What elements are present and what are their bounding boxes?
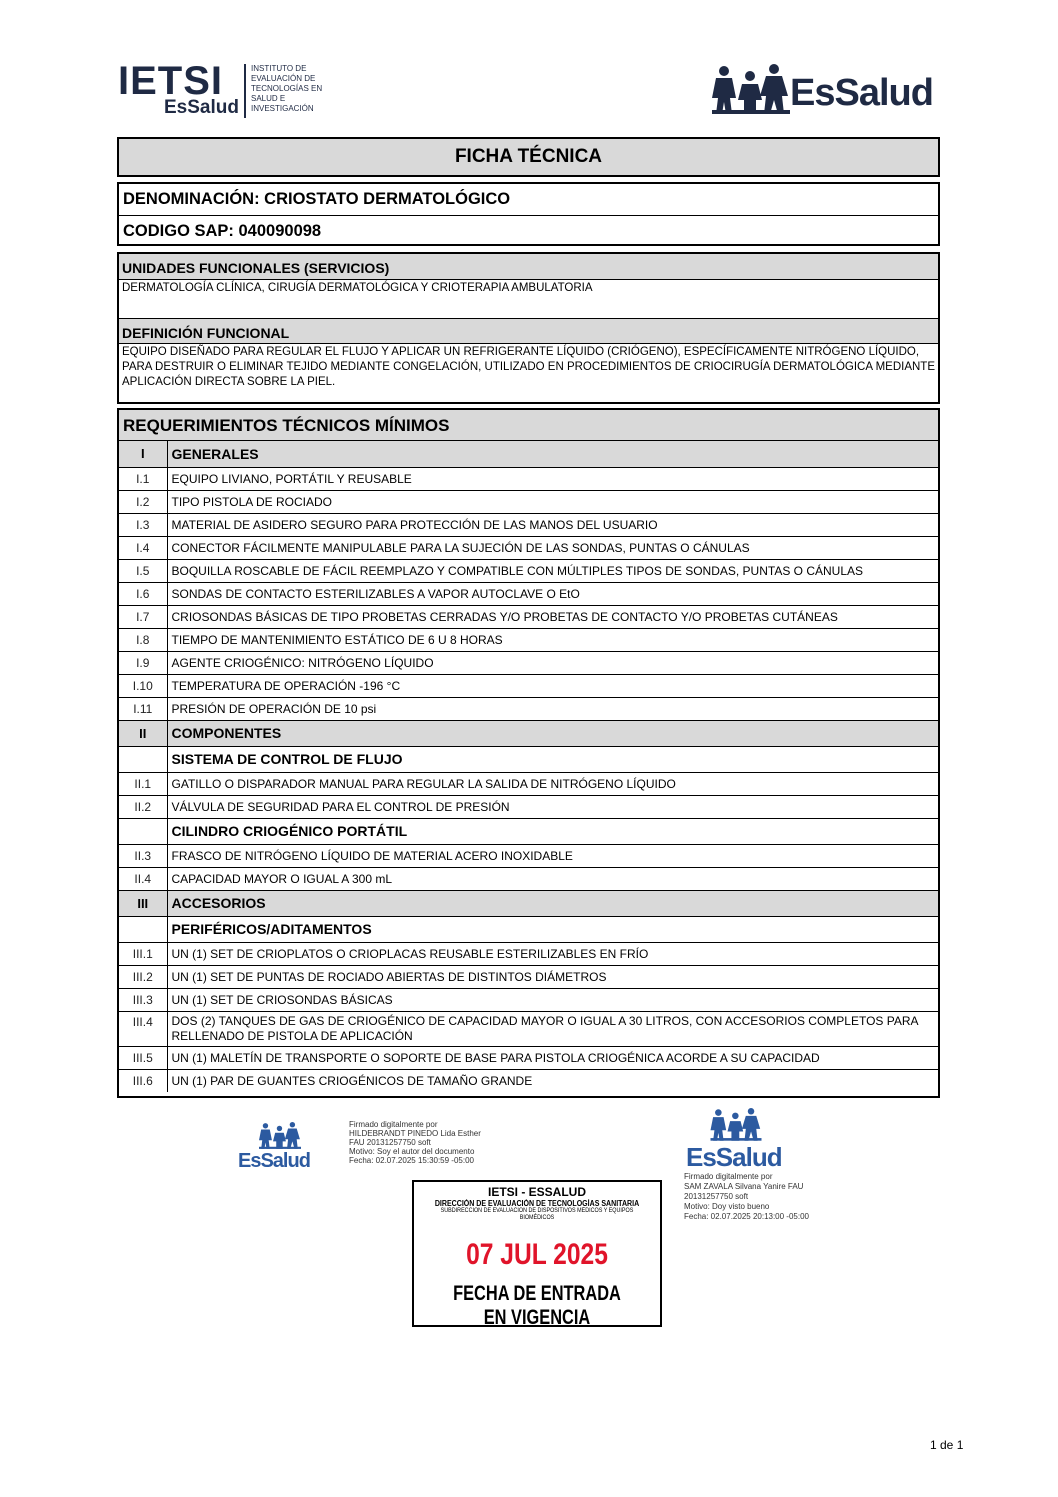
requirement-group-row <box>119 720 938 746</box>
signature-line: SAM ZAVALA Silvana Yanire FAU <box>684 1182 804 1191</box>
essalud-logo-word: EsSalud <box>790 72 933 114</box>
stamp-subdirection: SUBDIRECCIÓN DE EVALUACIÓN DE DISPOSITIVOS MÉDICOS Y EQUIPOS BIOMÉDICOS <box>440 1208 634 1221</box>
stamp-label: FECHA DE ENTRADA EN VIGENCIA <box>453 1282 621 1329</box>
requirement-text: UN (1) SET DE CRIOPLATOS O CRIOPLACAS REUSABLE ESTERILIZABLES EN FRÍO <box>167 942 938 965</box>
requirement-row <box>119 605 938 628</box>
requirement-text: PERIFÉRICOS/ADITAMENTOS <box>167 916 938 942</box>
requirement-text: UN (1) PAR DE GUANTES CRIOGÉNICOS DE TAMAÑO GRANDE <box>171 1073 533 1088</box>
requirement-row <box>119 942 938 965</box>
requirement-code: II.3 <box>119 844 167 867</box>
requirement-row <box>119 1011 938 1046</box>
requirement-row <box>119 559 938 582</box>
requirement-text: AGENTE CRIOGÉNICO: NITRÓGENO LÍQUIDO <box>167 651 938 674</box>
requirement-group-row <box>119 441 938 467</box>
requirement-code: III.3 <box>119 988 167 1011</box>
requirement-code: I.11 <box>119 697 167 720</box>
requirement-row <box>119 772 938 795</box>
requirement-text: CILINDRO CRIOGÉNICO PORTÁTIL <box>167 818 938 844</box>
essalud-logo <box>712 64 938 118</box>
signature-right-text <box>684 1172 844 1222</box>
requirement-text: GENERALES <box>167 441 938 467</box>
ietsi-logo-divider <box>244 64 246 118</box>
requirement-code: I.10 <box>119 674 167 697</box>
requirement-text: MATERIAL DE ASIDERO SEGURO PARA PROTECCIÓN DE LAS MANOS DEL USUARIO <box>167 513 938 536</box>
requirement-code: I.1 <box>119 467 167 490</box>
requirement-text: EQUIPO LIVIANO, PORTÁTIL Y REUSABLE <box>167 467 938 490</box>
ietsi-logo-essalud: EsSalud <box>164 97 239 118</box>
requirement-code: I.7 <box>119 605 167 628</box>
signature-right-logo <box>686 1108 796 1172</box>
ietsi-logo-word: IETSI <box>118 59 224 103</box>
requirement-code: III.1 <box>119 942 167 965</box>
signature-line: HILDEBRANDT PINEDO Lida Esther <box>349 1129 481 1138</box>
requirement-text: SONDAS DE CONTACTO ESTERILIZABLES A VAPOR AUTOCLAVE O EtO <box>167 582 938 605</box>
requirement-code: I.8 <box>119 628 167 651</box>
requirement-row <box>119 582 938 605</box>
ietsi-logo <box>118 59 338 120</box>
signature-left-logo <box>238 1122 322 1174</box>
signature-line: Motivo: Soy el autor del documento <box>349 1147 475 1156</box>
requirement-row <box>119 795 938 818</box>
signature-left-logo-word: EsSalud <box>238 1150 310 1172</box>
requirement-subgroup-row <box>119 916 938 942</box>
requirement-row <box>119 1046 938 1069</box>
signature-line: Firmado digitalmente por <box>349 1120 438 1129</box>
requirement-text: FRASCO DE NITRÓGENO LÍQUIDO DE MATERIAL ACERO INOXIDABLE <box>167 844 938 867</box>
requirement-text: DOS (2) TANQUES DE GAS DE CRIOGÉNICO DE CAPACIDAD MAYOR O IGUAL A 30 LITROS, CON ACCESORIOS COMPLETOS PARA RELLENADO DE PISTOLA DE APLICACIÓN <box>167 1011 938 1046</box>
requirement-code: III.6 <box>119 1069 167 1092</box>
requirement-text: BOQUILLA ROSCABLE DE FÁCIL REEMPLAZO Y COMPATIBLE CON MÚLTIPLES TIPOS DE SONDAS, PUNTAS O CÁNULAS <box>167 559 938 582</box>
requirement-subgroup-row <box>119 746 938 772</box>
unidades-text: DERMATOLOGÍA CLÍNICA, CIRUGÍA DERMATOLÓGICA Y CRIOTERAPIA AMBULATORIA <box>122 282 593 294</box>
requirement-code: I.9 <box>119 651 167 674</box>
requirement-code: I.2 <box>119 490 167 513</box>
requirement-code: III.2 <box>119 965 167 988</box>
requirement-code: III.5 <box>119 1046 167 1069</box>
requirement-row <box>119 674 938 697</box>
requirement-row <box>119 513 938 536</box>
unidades-heading: UNIDADES FUNCIONALES (SERVICIOS) <box>119 254 938 280</box>
requirement-text: CRIOSONDAS BÁSICAS DE TIPO PROBETAS CERRADAS Y/O PROBETAS DE CONTACTO Y/O PROBETAS CUTÁNEAS <box>167 605 938 628</box>
requirement-row <box>119 988 938 1011</box>
signature-left-text <box>349 1120 509 1165</box>
requirement-code: II.2 <box>119 795 167 818</box>
ietsi-institute-name: INSTITUTO DE EVALUACIÓN DE TECNOLOGÍAS EN SALUD E INVESTIGACIÓN <box>251 64 323 113</box>
requirement-row <box>119 844 938 867</box>
requirements-heading: REQUERIMIENTOS TÉCNICOS MÍNIMOS <box>119 410 938 441</box>
signature-line: Fecha: 02.07.2025 15:30:59 -05:00 <box>349 1156 474 1165</box>
requirement-text: UN (1) SET DE PUNTAS DE ROCIADO ABIERTAS DE DISTINTOS DIÁMETROS <box>167 965 938 988</box>
definicion-heading: DEFINICIÓN FUNCIONAL <box>119 318 938 344</box>
requirement-code <box>119 818 167 844</box>
requirement-row <box>119 536 938 559</box>
signature-line: FAU 20131257750 soft <box>349 1138 431 1147</box>
page-number: 1 de 1 <box>930 1438 964 1452</box>
signature-line: Firmado digitalmente por <box>684 1172 773 1181</box>
requirement-text: CAPACIDAD MAYOR O IGUAL A 300 mL <box>167 867 938 890</box>
identification-box <box>117 182 940 246</box>
codigo-sap: CODIGO SAP: 040090098 <box>119 215 938 246</box>
requirement-row <box>119 1069 938 1092</box>
family-icon <box>710 1108 762 1142</box>
requirement-row <box>119 651 938 674</box>
requirement-code: II.4 <box>119 867 167 890</box>
requirement-text: TIEMPO DE MANTENIMIENTO ESTÁTICO DE 6 U 8 HORAS <box>167 628 938 651</box>
signature-right-logo-word: EsSalud <box>686 1142 782 1172</box>
stamp-direction: DIRECCIÓN DE EVALUACIÓN DE TECNOLOGÍAS SANITARIA <box>434 1199 640 1208</box>
requirement-subgroup-row <box>119 818 938 844</box>
functional-box <box>117 252 940 404</box>
requirement-code <box>119 916 167 942</box>
requirement-code: III.4 <box>119 1011 167 1046</box>
requirement-text: TEMPERATURA DE OPERACIÓN -196 °C <box>167 674 938 697</box>
requirement-row <box>119 965 938 988</box>
requirement-code: I.3 <box>119 513 167 536</box>
requirement-row <box>119 467 938 490</box>
requirement-text: COMPONENTES <box>167 720 938 746</box>
denominacion: DENOMINACIÓN: CRIOSTATO DERMATOLÓGICO <box>123 190 511 208</box>
validity-stamp <box>412 1180 662 1327</box>
requirement-text: UN (1) MALETÍN DE TRANSPORTE O SOPORTE DE BASE PARA PISTOLA CRIOGÉNICA ACORDE A SU CAPACIDAD <box>167 1046 938 1069</box>
requirement-code <box>119 746 167 772</box>
requirement-text: TIPO PISTOLA DE ROCIADO <box>167 490 938 513</box>
signature-line: 20131257750 soft <box>684 1192 749 1201</box>
family-icon <box>258 1122 302 1150</box>
requirement-code: II <box>119 720 167 746</box>
requirement-group-row <box>119 890 938 916</box>
requirement-text: ACCESORIOS <box>167 890 938 916</box>
requirement-code: III <box>119 890 167 916</box>
requirement-code: I.4 <box>119 536 167 559</box>
requirement-text: CONECTOR FÁCILMENTE MANIPULABLE PARA LA SUJECIÓN DE LAS SONDAS, PUNTAS O CÁNULAS <box>167 536 938 559</box>
stamp-org: IETSI - ESSALUD <box>487 1185 586 1199</box>
signature-line: Motivo: Doy visto bueno <box>684 1202 770 1211</box>
definicion-text: EQUIPO DISEÑADO PARA REGULAR EL FLUJO Y APLICAR UN REFRIGERANTE LÍQUIDO (CRIÓGENO), ESPECÍFICAMENTE NITRÓGENO LÍQUIDO, PARA DESTRUIR O ELIMINAR TEJIDO MEDIANTE CONGELACIÓN, UTILIZADO EN PROCEDIMIENTOS DE CRIOCIRUGÍA DERMATOLÓGICA MEDIANTE APLICACIÓN DIRECTA SOBRE LA PIEL. <box>122 346 935 388</box>
requirement-row <box>119 867 938 890</box>
stamp-date: 07 JUL 2025 <box>466 1238 608 1271</box>
signature-line: Fecha: 02.07.2025 20:13:00 -05:00 <box>684 1212 809 1221</box>
requirement-text: SISTEMA DE CONTROL DE FLUJO <box>167 746 938 772</box>
requirement-text: VÁLVULA DE SEGURIDAD PARA EL CONTROL DE PRESIÓN <box>167 795 938 818</box>
requirement-row <box>119 697 938 720</box>
requirement-text: GATILLO O DISPARADOR MANUAL PARA REGULAR LA SALIDA DE NITRÓGENO LÍQUIDO <box>167 772 938 795</box>
requirement-text: PRESIÓN DE OPERACIÓN DE 10 psi <box>167 697 938 720</box>
page-title: FICHA TÉCNICA <box>117 137 940 177</box>
family-icon <box>712 64 790 116</box>
requirement-code: II.1 <box>119 772 167 795</box>
requirements-box <box>117 408 940 1098</box>
requirements-table <box>119 441 938 1092</box>
requirement-row <box>119 628 938 651</box>
requirement-code: I <box>119 441 167 467</box>
requirement-code: I.5 <box>119 559 167 582</box>
requirement-text: UN (1) SET DE CRIOSONDAS BÁSICAS <box>167 988 938 1011</box>
requirement-row <box>119 490 938 513</box>
requirement-code: I.6 <box>119 582 167 605</box>
